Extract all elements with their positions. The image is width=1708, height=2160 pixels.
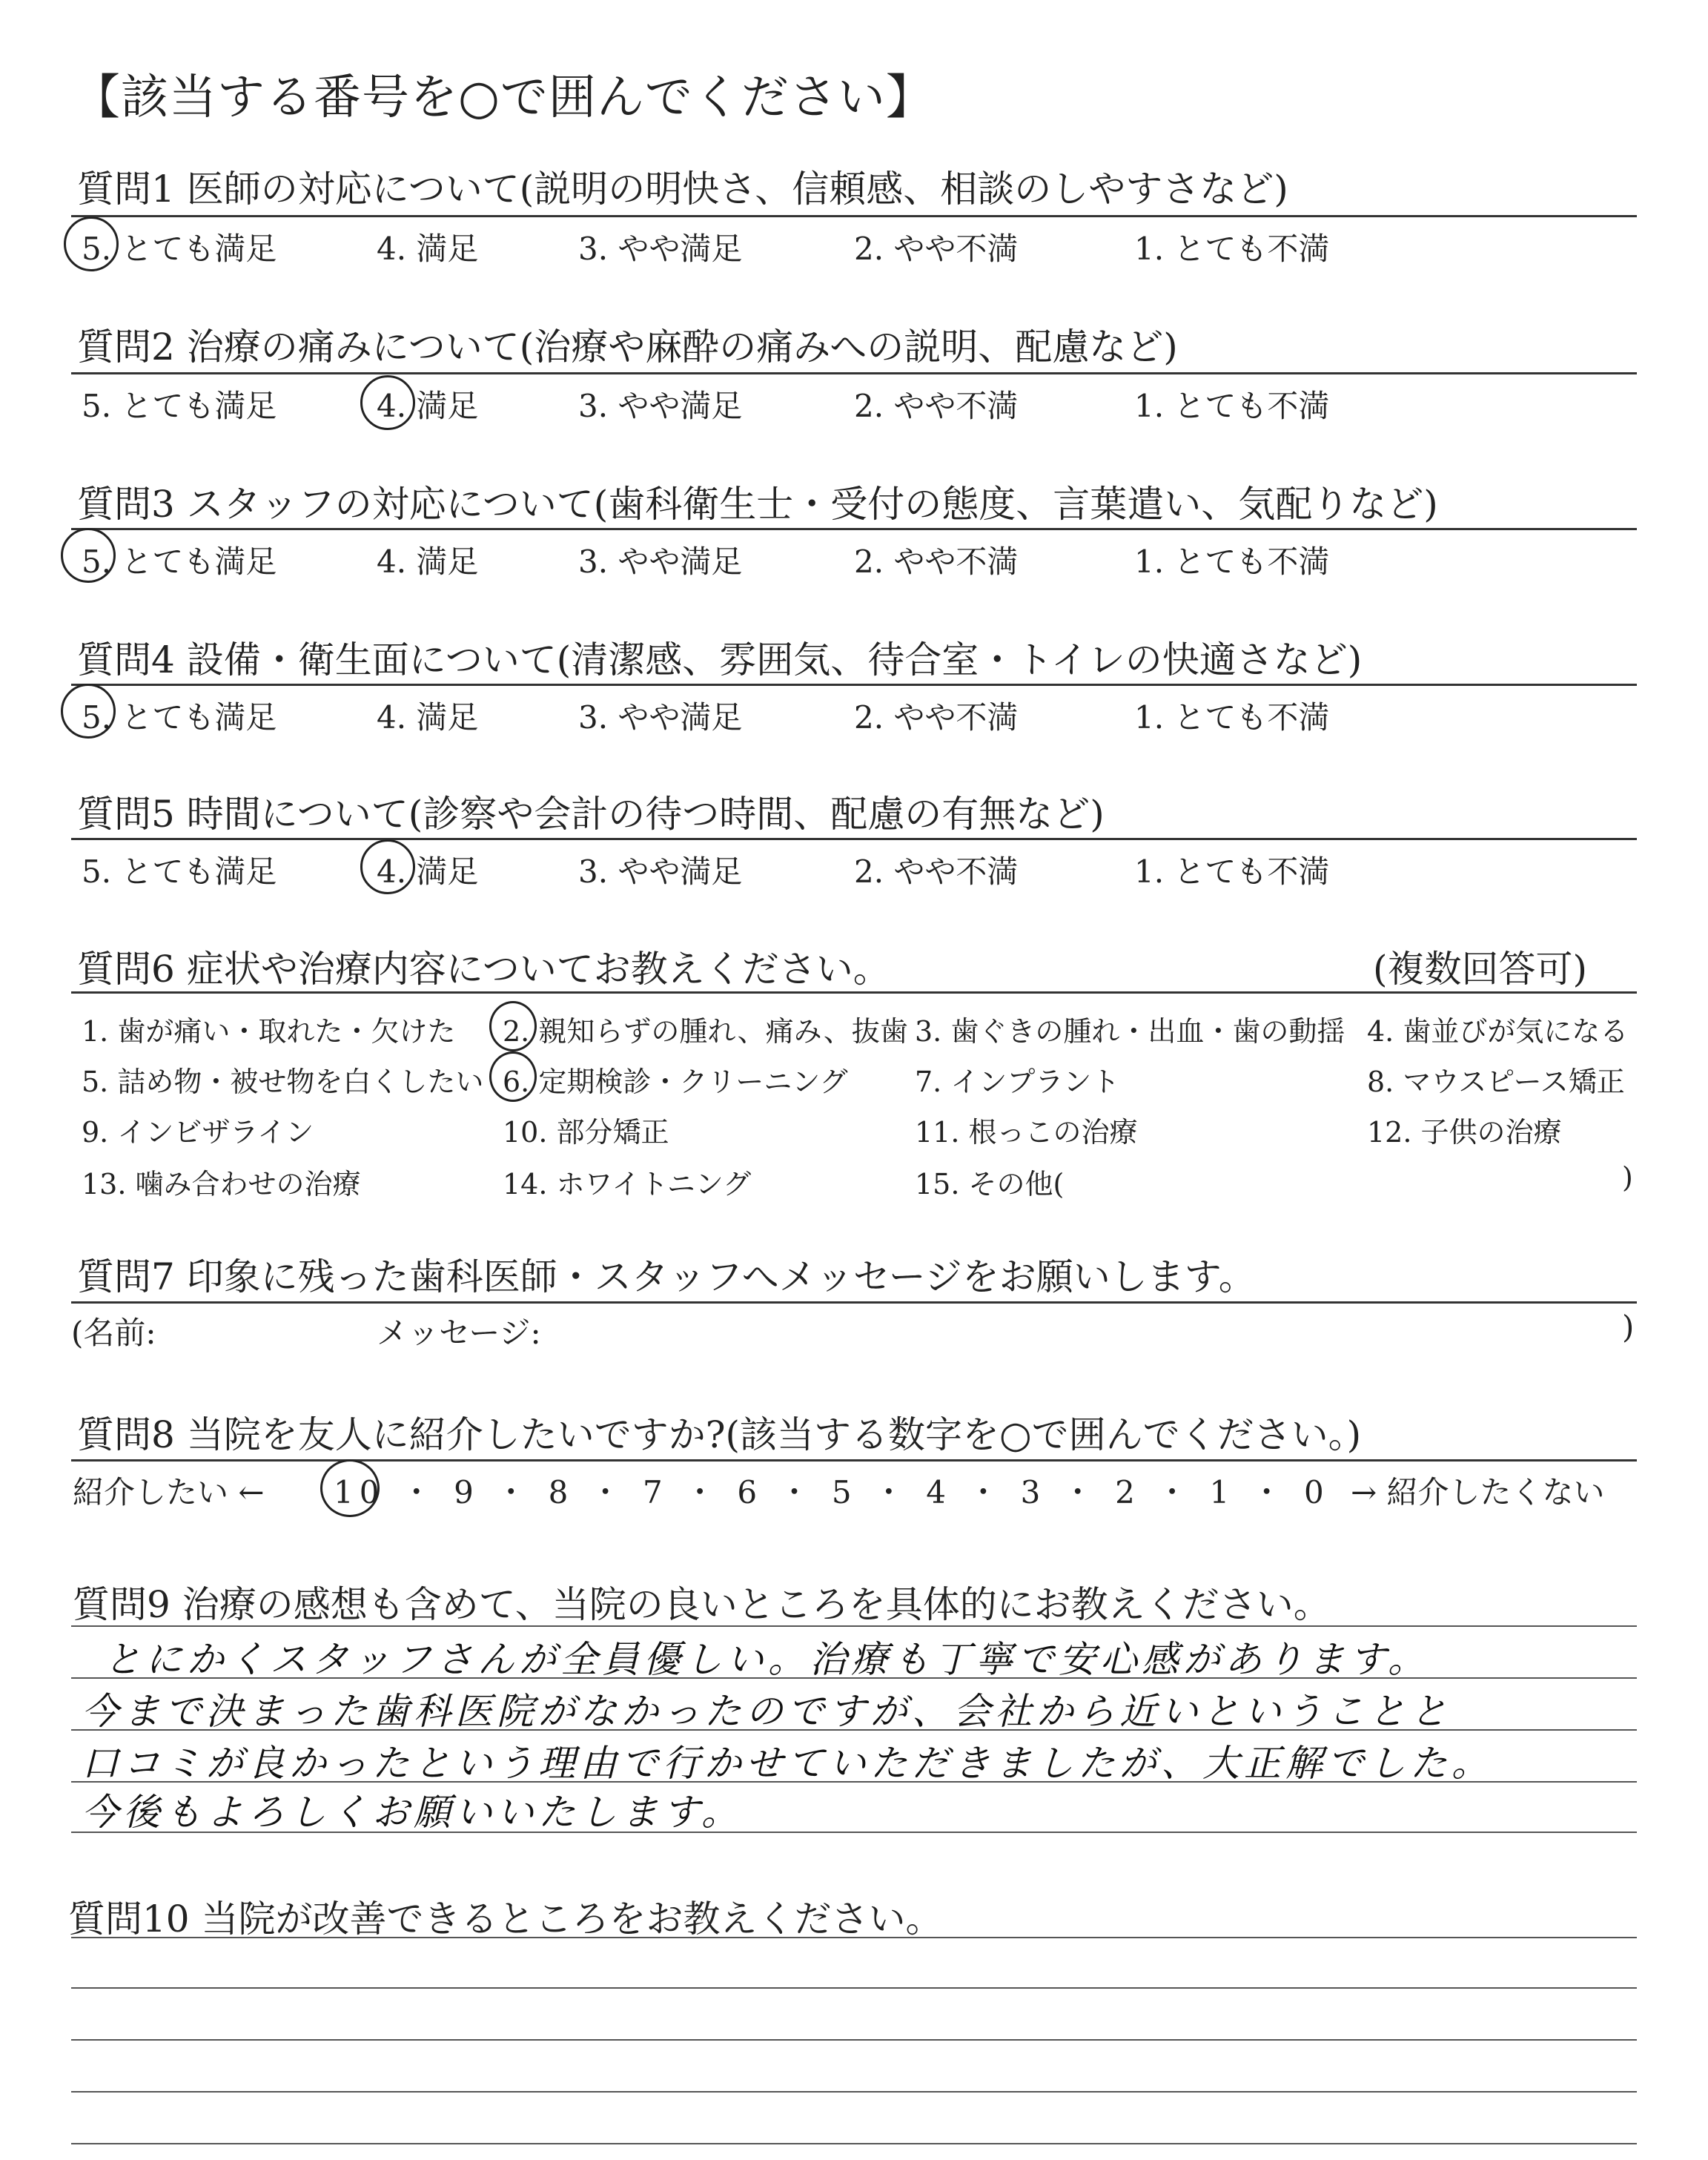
- q2-opt-5[interactable]: 5. とても満足: [82, 388, 277, 424]
- q5-title: 質問5 時間について(診察や会計の待つ時間、配慮の有無など): [77, 793, 1105, 836]
- q1-selection-circle: [64, 217, 119, 271]
- q5-opt-1[interactable]: 1. とても不満: [1134, 853, 1330, 890]
- q10-line-4: [71, 2091, 1637, 2093]
- q6-title: 質問6 症状や治療内容についてお教えください。: [77, 948, 890, 991]
- q6-opt-9[interactable]: 9. インビザライン: [82, 1116, 314, 1149]
- q6-opt-11[interactable]: 11. 根っこの治療: [915, 1116, 1138, 1149]
- q4-opt-1[interactable]: 1. とても不満: [1134, 699, 1330, 736]
- q3-opt-2[interactable]: 2. やや不満: [854, 544, 1019, 580]
- q5-opt-2[interactable]: 2. やや不満: [854, 853, 1019, 890]
- q9-answer-line-1: とにかくスタッフさんが全員優しい。治療も丁寧で安心感があります。: [104, 1638, 1429, 1681]
- q2-title: 質問2 治療の痛みについて(治療や麻酔の痛みへの説明、配慮など): [77, 326, 1178, 369]
- q10-line-1: [71, 1937, 1637, 1938]
- q6-opt-4[interactable]: 4. 歯並びが気になる: [1367, 1015, 1629, 1048]
- q10-line-3: [71, 2039, 1637, 2041]
- q6-opt-7[interactable]: 7. インプラント: [915, 1066, 1120, 1098]
- q6-opt-15[interactable]: 15. その他(: [915, 1168, 1065, 1200]
- q2-opt-2[interactable]: 2. やや不満: [854, 388, 1019, 424]
- q9-answer-line-2: 今まで決まった歯科医院がなかったのですが、会社から近いということと: [82, 1690, 1452, 1733]
- q2-opt-3[interactable]: 3. やや満足: [578, 388, 743, 424]
- q9-answer-line-4: 今後もよろしくお願いいたします。: [82, 1791, 743, 1834]
- q3-title: 質問3 スタッフの対応について(歯科衛生士・受付の態度、言葉遣い、気配りなど): [77, 483, 1438, 526]
- q3-rule: [71, 528, 1637, 530]
- q8-selection-circle: [320, 1459, 380, 1517]
- q5-opt-5[interactable]: 5. とても満足: [82, 853, 277, 890]
- q4-selection-circle: [61, 684, 116, 739]
- q10-line-5: [71, 2143, 1637, 2144]
- survey-header: 【該当する番号を○で囲んでください】: [73, 70, 934, 125]
- q4-opt-4[interactable]: 4. 満足: [377, 699, 479, 736]
- q10-title: 質問10 当院が改善できるところをお教えください。: [68, 1898, 943, 1941]
- q6-opt-13[interactable]: 13. 噛み合わせの治療: [82, 1168, 361, 1200]
- q3-opt-5[interactable]: 5. とても満足: [82, 544, 277, 580]
- q8-left-label: 紹介したい ←: [73, 1474, 265, 1510]
- q3-opt-4[interactable]: 4. 満足: [377, 544, 479, 580]
- q4-opt-2[interactable]: 2. やや不満: [854, 699, 1019, 736]
- q5-opt-4[interactable]: 4. 満足: [377, 853, 479, 890]
- q8-title: 質問8 当院を友人に紹介したいですか?(該当する数字を○で囲んでください。): [77, 1413, 1362, 1456]
- q7-message-label: メッセージ:: [377, 1315, 541, 1351]
- q9-answer-line-3: 口コミが良かったという理由で行かせていただきましたが、大正解でした。: [82, 1742, 1493, 1785]
- q7-name-label: (名前:: [71, 1315, 156, 1351]
- q1-opt-4[interactable]: 4. 満足: [377, 231, 479, 267]
- q9-line-1: [71, 1625, 1637, 1627]
- q6-opt-6[interactable]: 6. 定期検診・クリーニング: [503, 1066, 848, 1098]
- q6-note: (複数回答可): [1373, 948, 1588, 991]
- q6-opt-15-close: ): [1622, 1161, 1633, 1194]
- q6-rule: [71, 991, 1637, 994]
- q8-scale[interactable]: 10 ・ 9 ・ 8 ・ 7 ・ 6 ・ 5 ・ 4 ・ 3 ・ 2 ・ 1 ・ 0: [334, 1474, 1330, 1510]
- q1-title: 質問1 医師の対応について(説明の明快さ、信頼感、相談のしやすさなど): [77, 168, 1288, 211]
- q5-selection-circle: [360, 839, 415, 894]
- q8-rule: [71, 1459, 1637, 1462]
- q1-opt-3[interactable]: 3. やや満足: [578, 231, 743, 267]
- q10-line-2: [71, 1987, 1637, 1989]
- q6-selection-circle-2: [489, 1001, 537, 1051]
- q6-opt-12[interactable]: 12. 子供の治療: [1367, 1116, 1562, 1149]
- q6-selection-circle-6: [489, 1051, 537, 1102]
- q6-opt-14[interactable]: 14. ホワイトニング: [503, 1168, 752, 1200]
- q5-opt-3[interactable]: 3. やや満足: [578, 853, 743, 890]
- q4-rule: [71, 684, 1637, 686]
- q2-opt-4[interactable]: 4. 満足: [377, 388, 479, 424]
- q7-rule: [71, 1301, 1637, 1304]
- q4-opt-3[interactable]: 3. やや満足: [578, 699, 743, 736]
- q6-opt-8[interactable]: 8. マウスピース矯正: [1367, 1066, 1625, 1098]
- q6-opt-5[interactable]: 5. 詰め物・被せ物を白くしたい: [82, 1066, 484, 1098]
- q6-opt-10[interactable]: 10. 部分矯正: [503, 1116, 669, 1149]
- q5-rule: [71, 838, 1637, 840]
- q2-rule: [71, 372, 1637, 374]
- q7-title: 質問7 印象に残った歯科医師・スタッフへメッセージをお願いします。: [77, 1255, 1256, 1298]
- q1-opt-5[interactable]: 5. とても満足: [82, 231, 277, 267]
- q6-opt-1[interactable]: 1. 歯が痛い・取れた・欠けた: [82, 1015, 456, 1048]
- q2-opt-1[interactable]: 1. とても不満: [1134, 388, 1330, 424]
- q8-right-label: → 紹介したくない: [1351, 1474, 1605, 1510]
- q3-opt-1[interactable]: 1. とても不満: [1134, 544, 1330, 580]
- q4-title: 質問4 設備・衛生面について(清潔感、雰囲気、待合室・トイレの快適さなど): [77, 638, 1363, 681]
- q4-opt-5[interactable]: 5. とても満足: [82, 699, 277, 736]
- q2-selection-circle: [360, 375, 415, 430]
- q1-opt-2[interactable]: 2. やや不満: [854, 231, 1019, 267]
- q6-opt-3[interactable]: 3. 歯ぐきの腫れ・出血・歯の動揺: [915, 1015, 1345, 1048]
- q6-opt-2[interactable]: 2. 親知らずの腫れ、痛み、抜歯: [503, 1015, 908, 1048]
- q3-selection-circle: [61, 528, 116, 583]
- q1-opt-1[interactable]: 1. とても不満: [1134, 231, 1330, 267]
- q7-close: ): [1622, 1309, 1635, 1345]
- q3-opt-3[interactable]: 3. やや満足: [578, 544, 743, 580]
- q1-rule: [71, 215, 1637, 217]
- q9-title: 質問9 治療の感想も含めて、当院の良いところを具体的にお教えください。: [73, 1583, 1331, 1626]
